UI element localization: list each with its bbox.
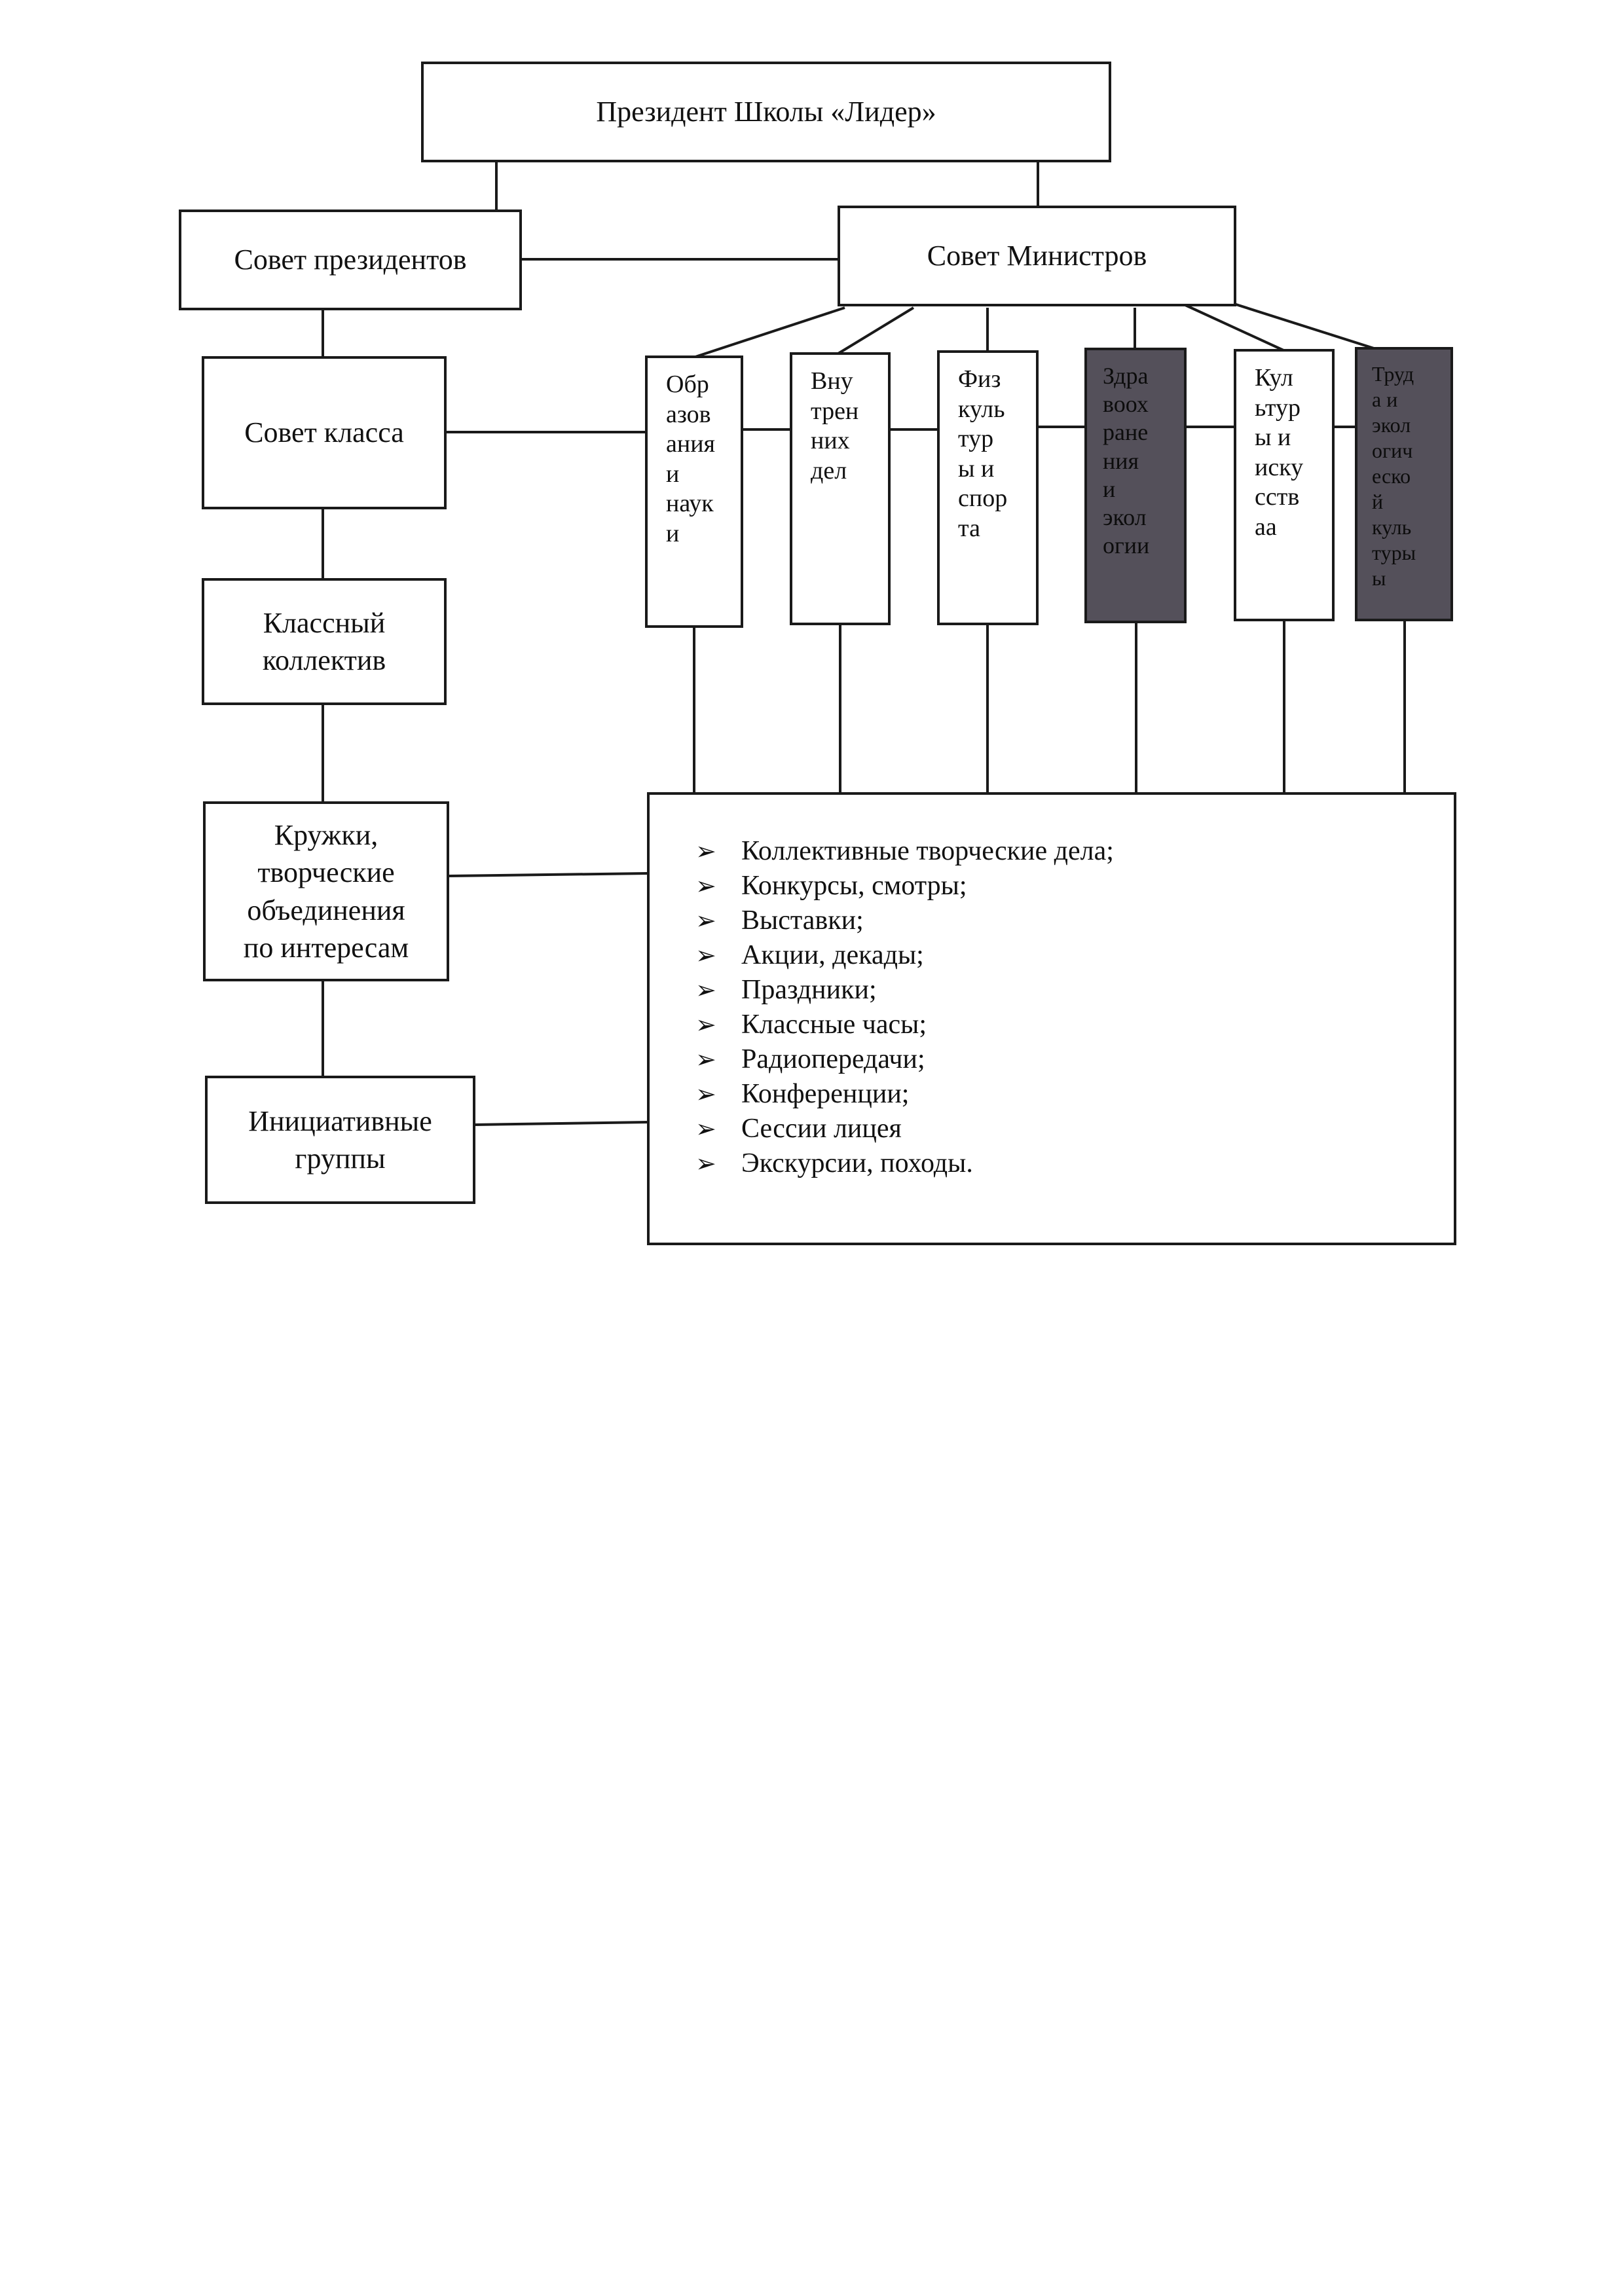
activity-item: ➢ Экскурсии, походы. (741, 1146, 1454, 1181)
ministry-internal-affairs (790, 352, 891, 625)
activities-box (647, 792, 1456, 1245)
activity-item: ➢ Выставки; (741, 903, 1454, 938)
activity-item: ➢ Конкурсы, смотры; (741, 869, 1454, 903)
council-ministers-label: Совет Министров (927, 240, 1147, 272)
president-box (421, 62, 1111, 162)
class-collective-label: Классный коллектив (262, 606, 386, 676)
activity-item: ➢ Праздники; (741, 973, 1454, 1008)
line-ministers-to-m6 (1230, 302, 1374, 348)
line-clubs-activities (448, 873, 648, 876)
line-ministers-to-m5 (1185, 305, 1283, 350)
president-label: Президент Школы «Лидер» (596, 96, 936, 128)
ministry-label: Здра воох ране ния и экол огии (1103, 363, 1150, 559)
council-ministers-box (838, 206, 1236, 306)
line-ministers-to-m1 (695, 308, 845, 357)
ministry-label: Физ куль тур ы и спор та (958, 365, 1008, 542)
initiative-groups-box (205, 1076, 475, 1204)
ministry-label: Труд а и экол огич еско й куль туры ы (1372, 362, 1416, 591)
activity-item: ➢ Радиопередачи; (741, 1042, 1454, 1077)
activity-item: ➢ Конференции; (741, 1077, 1454, 1112)
ministry-label: Вну трен них дел (811, 367, 859, 484)
ministry-label: Обр азов ания и наук и (666, 371, 716, 547)
council-presidents-label: Совет президентов (234, 244, 467, 276)
ministry-health-ecology (1084, 348, 1187, 623)
clubs-label: Кружки, творческие объединения по интересам (243, 819, 409, 964)
initiative-groups-label: Инициативные группы (248, 1104, 432, 1175)
line-ministers-to-m2 (838, 308, 913, 354)
activity-item: ➢ Сессии лицея (741, 1112, 1454, 1146)
council-presidents-box (179, 210, 522, 310)
ministry-education (645, 355, 743, 628)
activity-item: ➢ Классные часы; (741, 1008, 1454, 1042)
class-collective-box (202, 578, 447, 705)
class-council-box (202, 356, 447, 509)
ministry-labour-ecology (1355, 347, 1453, 621)
ministry-label: Кул ьтур ы и иску сств аа (1255, 364, 1304, 541)
activity-item: ➢ Коллективные творческие дела; (741, 834, 1454, 869)
clubs-box (203, 801, 449, 981)
ministry-culture (1234, 349, 1335, 621)
activity-item: ➢ Акции, декады; (741, 938, 1454, 973)
line-initiative-activities (474, 1122, 648, 1125)
ministry-sport (937, 350, 1039, 625)
class-council-label: Совет класса (244, 416, 404, 449)
activities-list (741, 834, 1454, 1181)
